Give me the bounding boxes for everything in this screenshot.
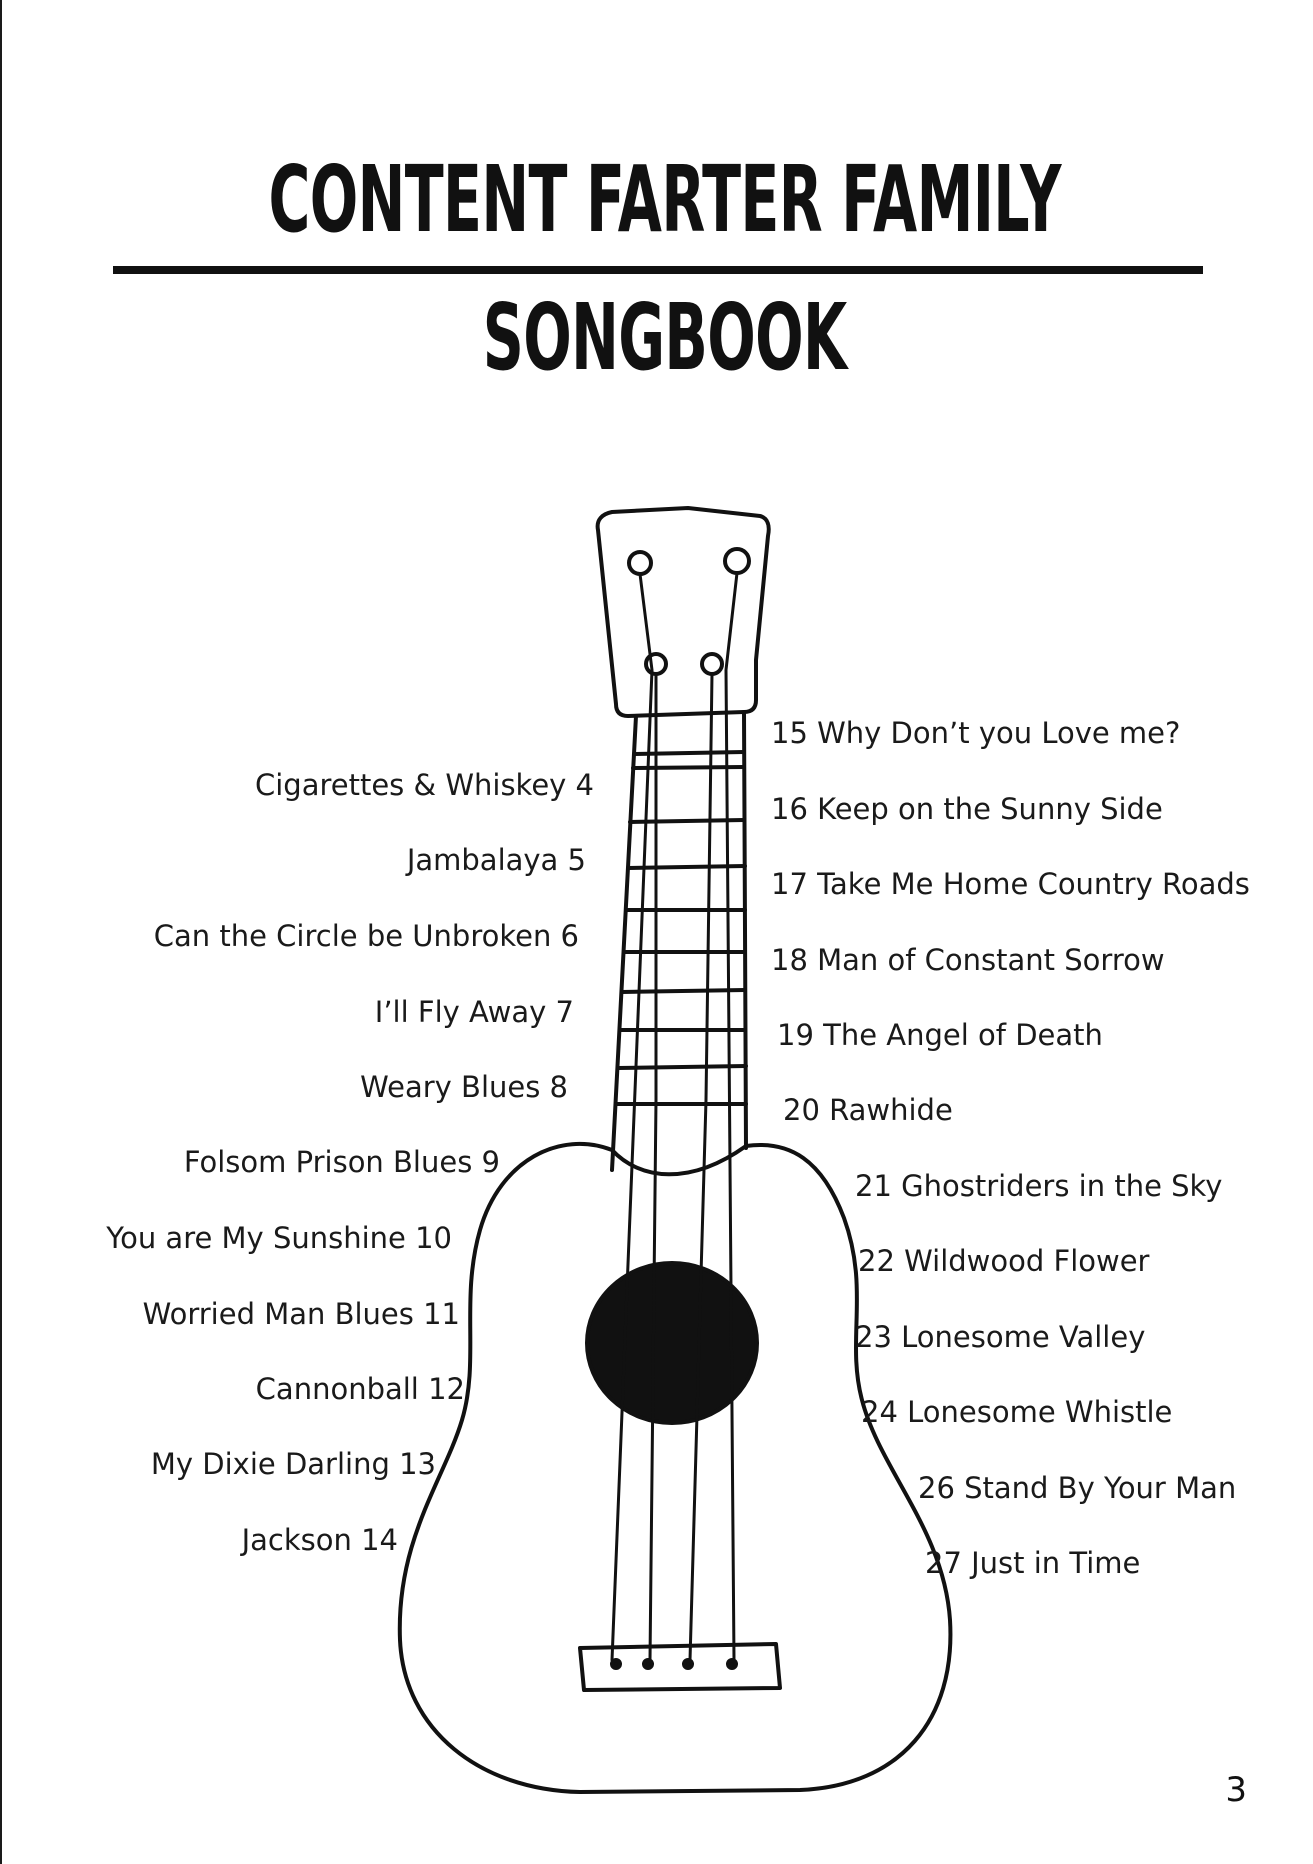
song-entry-right: 17 Take Me Home Country Roads: [771, 867, 1250, 901]
song-entry-left: My Dixie Darling 13: [150, 1447, 436, 1481]
ukulele-headstock: [598, 508, 769, 716]
song-entry-right: 24 Lonesome Whistle: [861, 1395, 1173, 1429]
page-number: 3: [1225, 1770, 1247, 1810]
song-entry-right: 21 Ghostriders in the Sky: [855, 1169, 1223, 1203]
song-entry-right: 16 Keep on the Sunny Side: [771, 792, 1163, 826]
tuning-peg: [702, 654, 722, 674]
ukulele-bridge: [580, 1644, 780, 1690]
song-entry-left: You are My Sunshine 10: [106, 1221, 452, 1255]
bridge-pins: [612, 1660, 736, 1668]
song-entry-left: Folsom Prison Blues 9: [183, 1145, 500, 1179]
song-entry-right: 20 Rawhide: [783, 1093, 953, 1127]
ukulele-body: [400, 1144, 951, 1792]
tuning-peg: [725, 549, 749, 573]
song-entry-left: I’ll Fly Away 7: [374, 995, 574, 1029]
song-entry-left: Worried Man Blues 11: [142, 1297, 460, 1331]
ukulele-strings: [612, 573, 737, 1660]
song-entry-right: 23 Lonesome Valley: [855, 1320, 1146, 1354]
song-entry-right: 15 Why Don’t you Love me?: [771, 716, 1181, 750]
song-entry-left: Jackson 14: [241, 1523, 398, 1557]
song-entry-left: Cannonball 12: [255, 1372, 465, 1406]
song-entry-right: 26 Stand By Your Man: [918, 1471, 1237, 1505]
song-entry-left: Weary Blues 8: [360, 1070, 568, 1104]
song-entry-right: 27 Just in Time: [925, 1546, 1141, 1580]
song-entry-right: 19 The Angel of Death: [777, 1018, 1103, 1052]
song-entry-right: 22 Wildwood Flower: [858, 1244, 1150, 1278]
song-entry-right: 18 Man of Constant Sorrow: [771, 943, 1165, 977]
song-entry-left: Can the Circle be Unbroken 6: [153, 919, 579, 953]
song-entry-left: Jambalaya 5: [406, 843, 586, 877]
songbook-subtitle: SONGBOOK: [482, 284, 847, 391]
song-entry-left: Cigarettes & Whiskey 4: [254, 768, 594, 802]
songbook-title: CONTENT FARTER FAMILY: [268, 146, 1061, 253]
tuning-peg: [629, 552, 651, 574]
